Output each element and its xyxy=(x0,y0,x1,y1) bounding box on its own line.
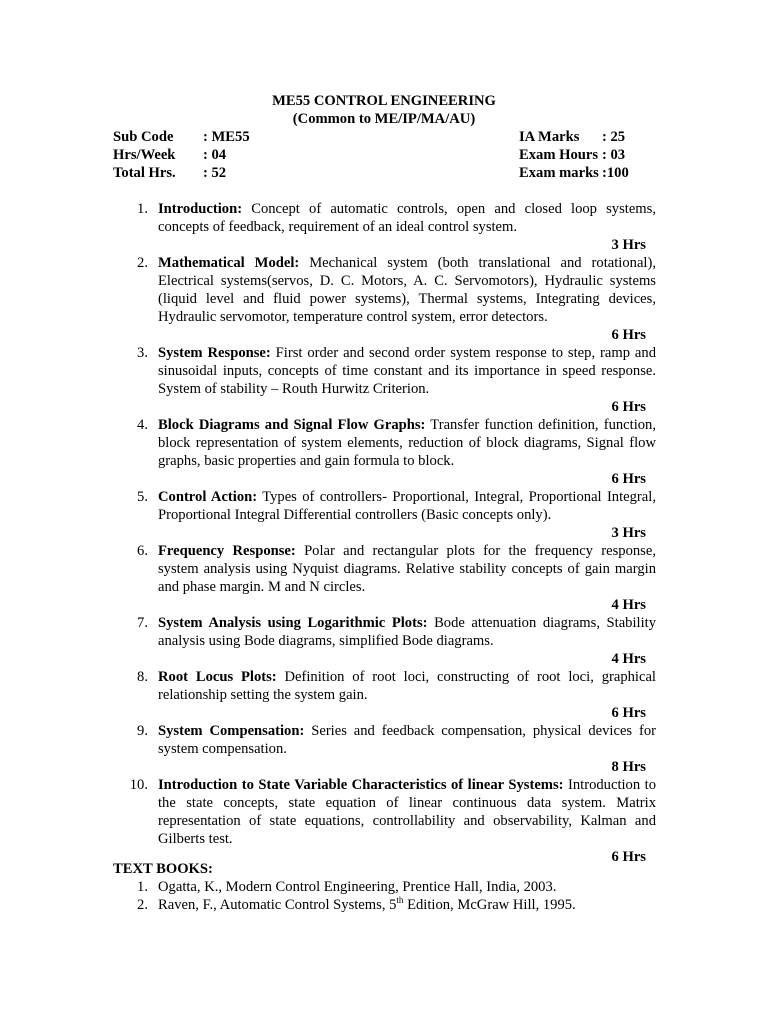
meta-value: : 25 xyxy=(602,129,626,145)
topic-body xyxy=(158,542,656,596)
topic-item xyxy=(0,776,768,866)
topic-number: 8. xyxy=(137,669,148,685)
meta-row xyxy=(519,164,629,182)
topic-title: Control Action: xyxy=(158,489,258,505)
meta-row xyxy=(519,146,629,164)
topic-item xyxy=(0,614,768,668)
topic-description: Polar and rectangular plots for the frequency response, system analysis using Nyquist diagrams. Relative stability concepts of gain margin and phase margin. M and N circles. xyxy=(158,543,656,595)
meta-value: : 04 xyxy=(203,147,227,163)
topic-number: 5. xyxy=(137,489,148,505)
topic-number: 4. xyxy=(137,417,148,433)
topic-hours: 8 Hrs xyxy=(611,759,646,775)
meta-value: : 52 xyxy=(203,165,227,181)
topic-body xyxy=(158,416,656,470)
topic-hours: 6 Hrs xyxy=(611,471,646,487)
meta-row xyxy=(113,146,250,164)
topic-title: Introduction to State Variable Characteristics of linear Systems: xyxy=(158,777,564,793)
topic-title: Mathematical Model: xyxy=(158,255,300,271)
topic-hours: 4 Hrs xyxy=(611,597,646,613)
topic-number: 2. xyxy=(137,255,148,271)
text-book-item xyxy=(0,878,768,896)
topic-hours: 6 Hrs xyxy=(611,327,646,343)
topic-item xyxy=(0,488,768,542)
topic-body xyxy=(158,488,656,524)
topic-body xyxy=(158,722,656,758)
topic-item xyxy=(0,722,768,776)
topic-description: Concept of automatic controls, open and closed loop systems, concepts of feedback, requirement of an ideal control system. xyxy=(158,201,656,235)
meta-label: Exam marks xyxy=(519,165,599,181)
topic-body xyxy=(158,668,656,704)
topic-body xyxy=(158,344,656,398)
text-books-list xyxy=(0,878,768,914)
document-title: ME55 CONTROL ENGINEERING xyxy=(272,93,496,109)
topic-number: 3. xyxy=(137,345,148,361)
meta-label: Exam Hours xyxy=(519,147,599,163)
meta-label: IA Marks xyxy=(519,129,580,145)
meta-row xyxy=(519,128,629,146)
topic-item xyxy=(0,668,768,722)
topic-list xyxy=(0,200,768,866)
topic-item xyxy=(0,254,768,344)
course-meta-right xyxy=(519,128,629,182)
text-books-heading: TEXT BOOKS: xyxy=(113,861,213,877)
meta-label: Sub Code xyxy=(113,129,174,145)
topic-hours: 3 Hrs xyxy=(611,525,646,541)
topic-hours: 4 Hrs xyxy=(611,651,646,667)
topic-title: System Analysis using Logarithmic Plots: xyxy=(158,615,428,631)
meta-value: : ME55 xyxy=(203,129,250,145)
topic-number: 9. xyxy=(137,723,148,739)
meta-row xyxy=(113,128,250,146)
topic-description: Definition of root loci, constructing of root loci, graphical relationship setting the system gain. xyxy=(158,669,656,703)
meta-value: : 03 xyxy=(602,147,626,163)
topic-title: Introduction: xyxy=(158,201,243,217)
topic-description: First order and second order system response to step, ramp and sinusoidal inputs, concepts of time constant and its importance in speed response. System of stability – Routh Hurwitz Criterion. xyxy=(158,345,656,397)
meta-value: :100 xyxy=(602,165,629,181)
text-book-citation: Ogatta, K., Modern Control Engineering, Prentice Hall, India, 2003. xyxy=(158,879,557,895)
topic-description: Series and feedback compensation, physical devices for system compensation. xyxy=(158,723,656,757)
topic-number: 1. xyxy=(137,201,148,217)
topic-description: Bode attenuation diagrams, Stability analysis using Bode diagrams, simplified Bode diagrams. xyxy=(158,615,656,649)
text-book-number: 1. xyxy=(137,879,148,895)
topic-body xyxy=(158,200,656,236)
topic-body xyxy=(158,614,656,650)
topic-title: System Response: xyxy=(158,345,271,361)
topic-number: 7. xyxy=(137,615,148,631)
topic-item xyxy=(0,344,768,416)
text-book-citation xyxy=(158,896,768,914)
citation-text: Raven, F., Automatic Control Systems, 5 xyxy=(158,897,397,913)
topic-number: 6. xyxy=(137,543,148,559)
topic-body xyxy=(158,254,656,326)
topic-hours: 3 Hrs xyxy=(611,237,646,253)
topic-item xyxy=(0,416,768,488)
topic-item xyxy=(0,200,768,254)
citation-superscript: th xyxy=(396,895,404,906)
topic-title: Frequency Response: xyxy=(158,543,296,559)
topic-description: Types of controllers- Proportional, Integral, Proportional Integral, Proportional Integral Differential controllers (Basic concepts only). xyxy=(158,489,656,523)
topic-title: Block Diagrams and Signal Flow Graphs: xyxy=(158,417,426,433)
topic-description: Introduction to the state concepts, state equation of linear continuous data system. Matrix representation of state equations, controllability and observability, Kalman and Gilberts test. xyxy=(158,777,656,847)
topic-hours: 6 Hrs xyxy=(611,849,646,865)
text-book-number: 2. xyxy=(137,897,148,913)
meta-row xyxy=(113,164,250,182)
topic-number: 10. xyxy=(129,777,148,793)
topic-hours: 6 Hrs xyxy=(611,705,646,721)
topic-hours: 6 Hrs xyxy=(611,399,646,415)
topic-title: System Compensation: xyxy=(158,723,305,739)
text-book-item xyxy=(0,896,768,914)
meta-label: Total Hrs. xyxy=(113,165,176,181)
topic-description: Mechanical system (both translational and rotational), Electrical systems(servos, D. C. Motors, A. C. Servomotors), Hydraulic systems (liquid level and fluid power systems), Thermal systems, Integrating devices, Hydraulic servomotor, temperature control system, error detectors. xyxy=(158,255,656,325)
course-meta-left xyxy=(113,128,250,182)
document-subtitle: (Common to ME/IP/MA/AU) xyxy=(292,111,476,127)
topic-item xyxy=(0,542,768,614)
topic-description: Transfer function definition, function, block representation of system elements, reduction of block diagrams, Signal flow graphs, basic properties and gain formula to block. xyxy=(158,417,656,469)
meta-label: Hrs/Week xyxy=(113,147,176,163)
topic-body xyxy=(158,776,656,848)
citation-text: Edition, McGraw Hill, 1995. xyxy=(403,897,576,913)
topic-title: Root Locus Plots: xyxy=(158,669,277,685)
